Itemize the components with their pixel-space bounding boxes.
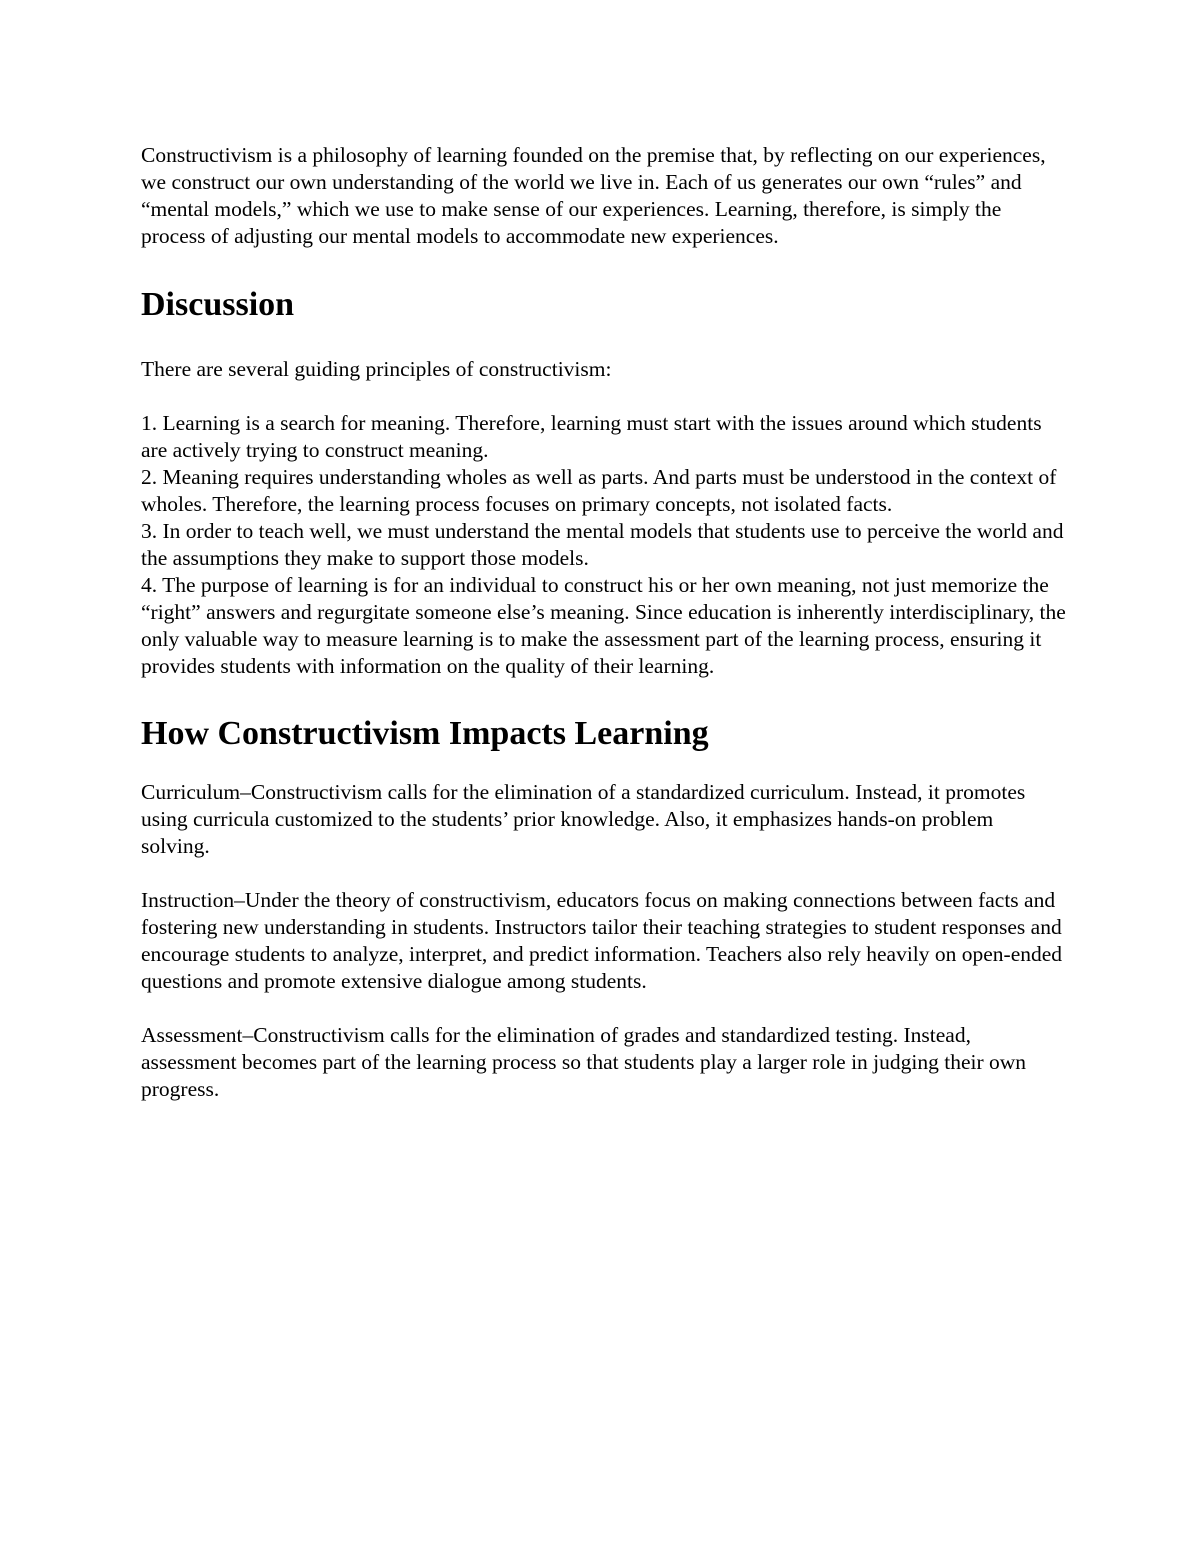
assessment-paragraph: Assessment–Constructivism calls for the elimination of grades and standardized testing. Instead, assessment becomes part of the learning process so that students play a larger role in judging their own progress. bbox=[141, 1023, 1027, 1101]
principle-1: 1. Learning is a search for meaning. Therefore, learning must start with the issues around which students are actively trying to construct meaning. bbox=[141, 411, 1042, 462]
instruction-paragraph: Instruction–Under the theory of constructivism, educators focus on making connections between facts and fostering new understanding in students. Instructors tailor their teaching strategies to student responses and encourage students to analyze, interpret, and predict information. Teachers also rely heavily on open-ended questions and promote extensive dialogue among students. bbox=[141, 888, 1063, 993]
principle-2: 2. Meaning requires understanding wholes as well as parts. And parts must be understood in the context of wholes. Therefore, the learning process focuses on primary concepts, not isolated facts. bbox=[141, 465, 1057, 516]
principle-3: 3. In order to teach well, we must understand the mental models that students use to perceive the world and the assumptions they make to support those models. bbox=[141, 519, 1064, 570]
curriculum-paragraph: Curriculum–Constructivism calls for the elimination of a standardized curriculum. Instead, it promotes using curricula customized to the students’ prior knowledge. Also, it emphasizes hands-on problem solving. bbox=[141, 780, 1026, 858]
discussion-heading: Discussion bbox=[141, 286, 295, 323]
document-page bbox=[141, 142, 1066, 1103]
intro-paragraph: Constructivism is a philosophy of learning founded on the premise that, by reflecting on our experiences, we construct our own understanding of the world we live in. Each of us generates our own “rules” and “mental models,” which we use to make sense of our experiences. Learning, therefore, is simply the process of adjusting our mental models to accommodate new experiences. bbox=[141, 143, 1046, 248]
guiding-principles-lead: There are several guiding principles of constructivism: bbox=[141, 357, 612, 381]
principle-4: 4. The purpose of learning is for an individual to construct his or her own meaning, not just memorize the “right” answers and regurgitate someone else’s meaning. Since education is inherently interdisciplinary, the only valuable way to measure learning is to make the assessment part of the learning process, ensuring it provides students with information on the quality of their learning. bbox=[141, 573, 1066, 678]
impacts-heading: How Constructivism Impacts Learning bbox=[141, 715, 709, 752]
